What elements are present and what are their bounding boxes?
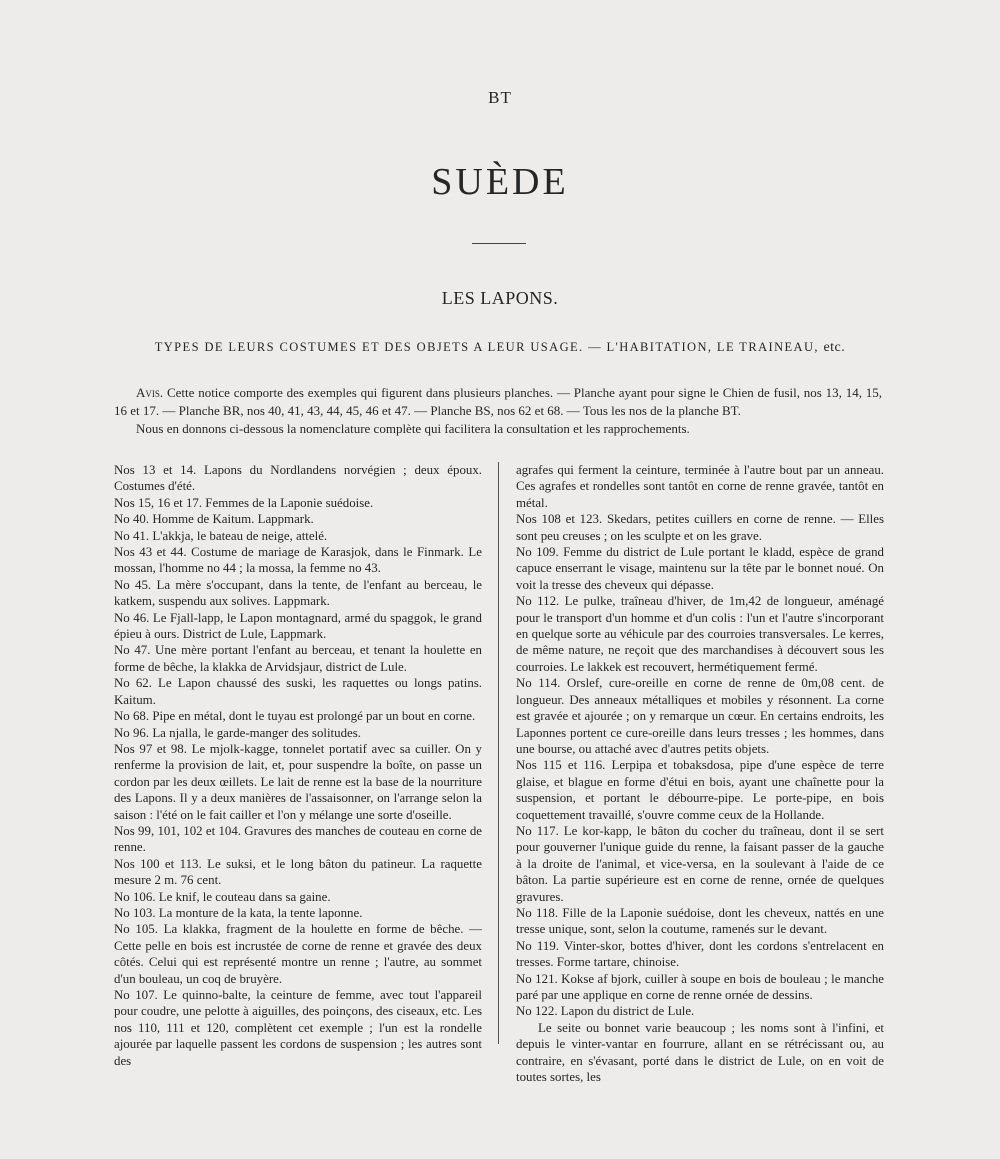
entry: No 121. Kokse af bjork, cuiller à soupe en bois de bouleau ; le manche paré par une applique en corne de renne ornée de dessins. <box>516 971 884 1002</box>
entry: Nos 108 et 123. Skedars, petites cuillers en corne de renne. — Elles sont peu creuses ; on les sculpte et on les grave. <box>516 512 884 543</box>
entry: No 103. La monture de la kata, la tente laponne. <box>114 905 363 920</box>
entry: No 40. Homme de Kaitum. Lappmark. <box>114 512 314 527</box>
page-title: SUÈDE <box>431 161 569 203</box>
section-caption <box>0 340 1000 356</box>
entry: agrafes qui ferment la ceinture, terminée à l'autre bout par un anneau. Ces agrafes et rondelles sont tantôt en corne de renne gravée, tantôt en métal. <box>516 463 884 510</box>
plate-label: BT <box>488 88 512 107</box>
entry: No 114. Orslef, cure-oreille en corne de renne de 0m,08 cent. de longueur. Des anneaux métalliques et mobiles y résonnent. La corne est gravée et ajourée ; on y remarque un cœur. En certains endroits, les Laponnes portent ce cure-oreille dans leurs tresses ; les hommes, dans une bourse, ou attaché avec d'autres petits objets. <box>516 676 884 756</box>
section-subtitle: LES LAPONS. <box>441 288 559 308</box>
entry: No 122. Lapon du district de Lule. <box>516 1004 695 1019</box>
entry: Nos 13 et 14. Lapons du Nordlandens norvégien ; deux époux. Costumes d'été. <box>114 463 482 494</box>
entry: No 45. La mère s'occupant, dans la tente, de l'enfant au berceau, le katkem, suspendu aux solives. Lappmark. <box>114 577 482 609</box>
entry: Nos 115 et 116. Lerpipa et tobaksdosa, pipe d'une espèce de terre glaise, et blague en forme d'étui en bois, ayant une chaînette pour la suspension, et portant le débourre-pipe. Le porte-pipe, en bois coquettement travaillé, s'ouvre comme ceux de la Hollande. <box>516 758 884 822</box>
caption-etc: etc. <box>823 340 846 355</box>
title-divider <box>472 243 526 244</box>
entry: No 41. L'akkja, le bateau de neige, attelé. <box>114 528 328 543</box>
column-divider <box>498 462 499 1044</box>
entry: Nos 97 et 98. Le mjolk-kagge, tonnelet portatif avec sa cuiller. On y renferme la provision de lait, et, pour suspendre la boîte, on passe un cordon par les deux œillets. Le lait de renne est la base de la nourriture des Lapons. Il y a deux manières de l'assaisonner, on l'arrange selon la saison : l'été on le fait cailler et l'on y mélange une sorte d'oseille. <box>114 741 482 822</box>
right-column <box>516 462 884 1085</box>
entry: No 46. Le Fjall-lapp, le Lapon montagnard, armé du spaggok, le grand épieu à ours. District de Lule, Lappmark. <box>114 610 482 642</box>
entry: No 106. Le knif, le couteau dans sa gaine. <box>114 889 331 904</box>
entry: No 96. La njalla, le garde-manger des solitudes. <box>114 725 361 740</box>
entry: No 47. Une mère portant l'enfant au berceau, et tenant la houlette en forme de bêche, la klakka de Arvidsjaur, district de Lule. <box>114 643 482 674</box>
notice-paragraph-2: Nous en donnons ci-dessous la nomenclature complète qui facilitera la consultation et les rapprochements. <box>136 421 690 436</box>
entry: No 117. Le kor-kapp, le bâton du cocher du traîneau, dont il se sert pour gouverner l'unique guide du renne, la faisant passer de la gauche à la droite de l'animal, et vice-versa, en la soulevant à l'aide de ce bâton. La partie supérieure est en corne de renne, ornée de quelques gravures. <box>516 823 884 904</box>
entry: No 109. Femme du district de Lule portant le kladd, espèce de grand capuce enserrant le visage, maintenu sur la tête par le bonnet noué. On voit la tresse des cheveux qui dépasse. <box>516 545 884 592</box>
entry: No 62. Le Lapon chaussé des suski, les raquettes ou longs patins. Kaitum. <box>114 676 482 707</box>
notice-paragraph-1 <box>114 384 882 420</box>
entry: No 119. Vinter-skor, bottes d'hiver, dont les cordons s'entrelacent en tresses. Forme tartare, chinoise. <box>516 938 884 970</box>
entry: No 112. Le pulke, traîneau d'hiver, de 1m,42 de longueur, aménagé pour le transport d'un homme et d'un colis : l'un et l'autre s'incorporant en quelque sorte au véhicule par des courroies transversales. Le kerres, de même nature, ne reçoit que des marchandises à découvert sous les courroies. Le lakkek est recouvert, hermétiquement fermé. <box>516 594 884 674</box>
notice-block <box>114 384 882 438</box>
entry: No 118. Fille de la Laponie suédoise, dont les cheveux, nattés en une tresse unique, sont, selon la coutume, ramenés sur le devant. <box>516 905 884 937</box>
entry: No 105. La klakka, fragment de la houlette en forme de bêche. — Cette pelle en bois est incrustée de corne de renne et gravée des deux côtés. Celui qui est représenté montre un renne ; l'autre, au sommet d'un bouleau, un coq de bruyère. <box>114 922 482 986</box>
entry: Nos 100 et 113. Le suksi, et le long bâton du patineur. La raquette mesure 2 m. 76 cent. <box>114 856 482 888</box>
entry: Nos 15, 16 et 17. Femmes de la Laponie suédoise. <box>114 495 374 510</box>
left-column <box>114 462 482 1069</box>
entry: Nos 99, 101, 102 et 104. Gravures des manches de couteau en corne de renne. <box>114 823 482 855</box>
entry: Nos 43 et 44. Costume de mariage de Karasjok, dans le Finmark. Le mossan, l'homme no 44 ; la mossa, la femme no 43. <box>114 545 482 576</box>
notice-lead: Avis. <box>136 385 164 400</box>
caption-main: TYPES DE LEURS COSTUMES ET DES OBJETS A LEUR USAGE. — L'HABITATION, LE TRAINEAU, <box>154 340 819 354</box>
entry: Le seite ou bonnet varie beaucoup ; les noms sont à l'infini, et depuis le vinter-vantar en fourrure, allant en se rétrécissant ou, au contraire, en s'évasant, porté dans le district de Lule, on en voit de toutes sortes, les <box>516 1020 884 1085</box>
entry: No 68. Pipe en métal, dont le tuyau est prolongé par un bout en corne. <box>114 709 476 724</box>
entry: No 107. Le quinno-balte, la ceinture de femme, avec tout l'appareil pour coudre, une pelotte à aiguilles, des poinçons, des ciseaux, etc. Les nos 110, 111 et 120, complètent cet exemple ; l'un est la rondelle ajourée par laquelle passent les cordons de suspension ; les autres sont des <box>114 988 482 1068</box>
notice-text-1: Cette notice comporte des exemples qui figurent dans plusieurs planches. — Planche ayant pour signe le Chien de fusil, nos 13, 14, 15, 16 et 17. — Planche BR, nos 40, 41, 43, 44, 45, 46 et 47. — Planche BS, nos 62 et 68. — Tous les nos de la planche BT. <box>114 385 883 418</box>
